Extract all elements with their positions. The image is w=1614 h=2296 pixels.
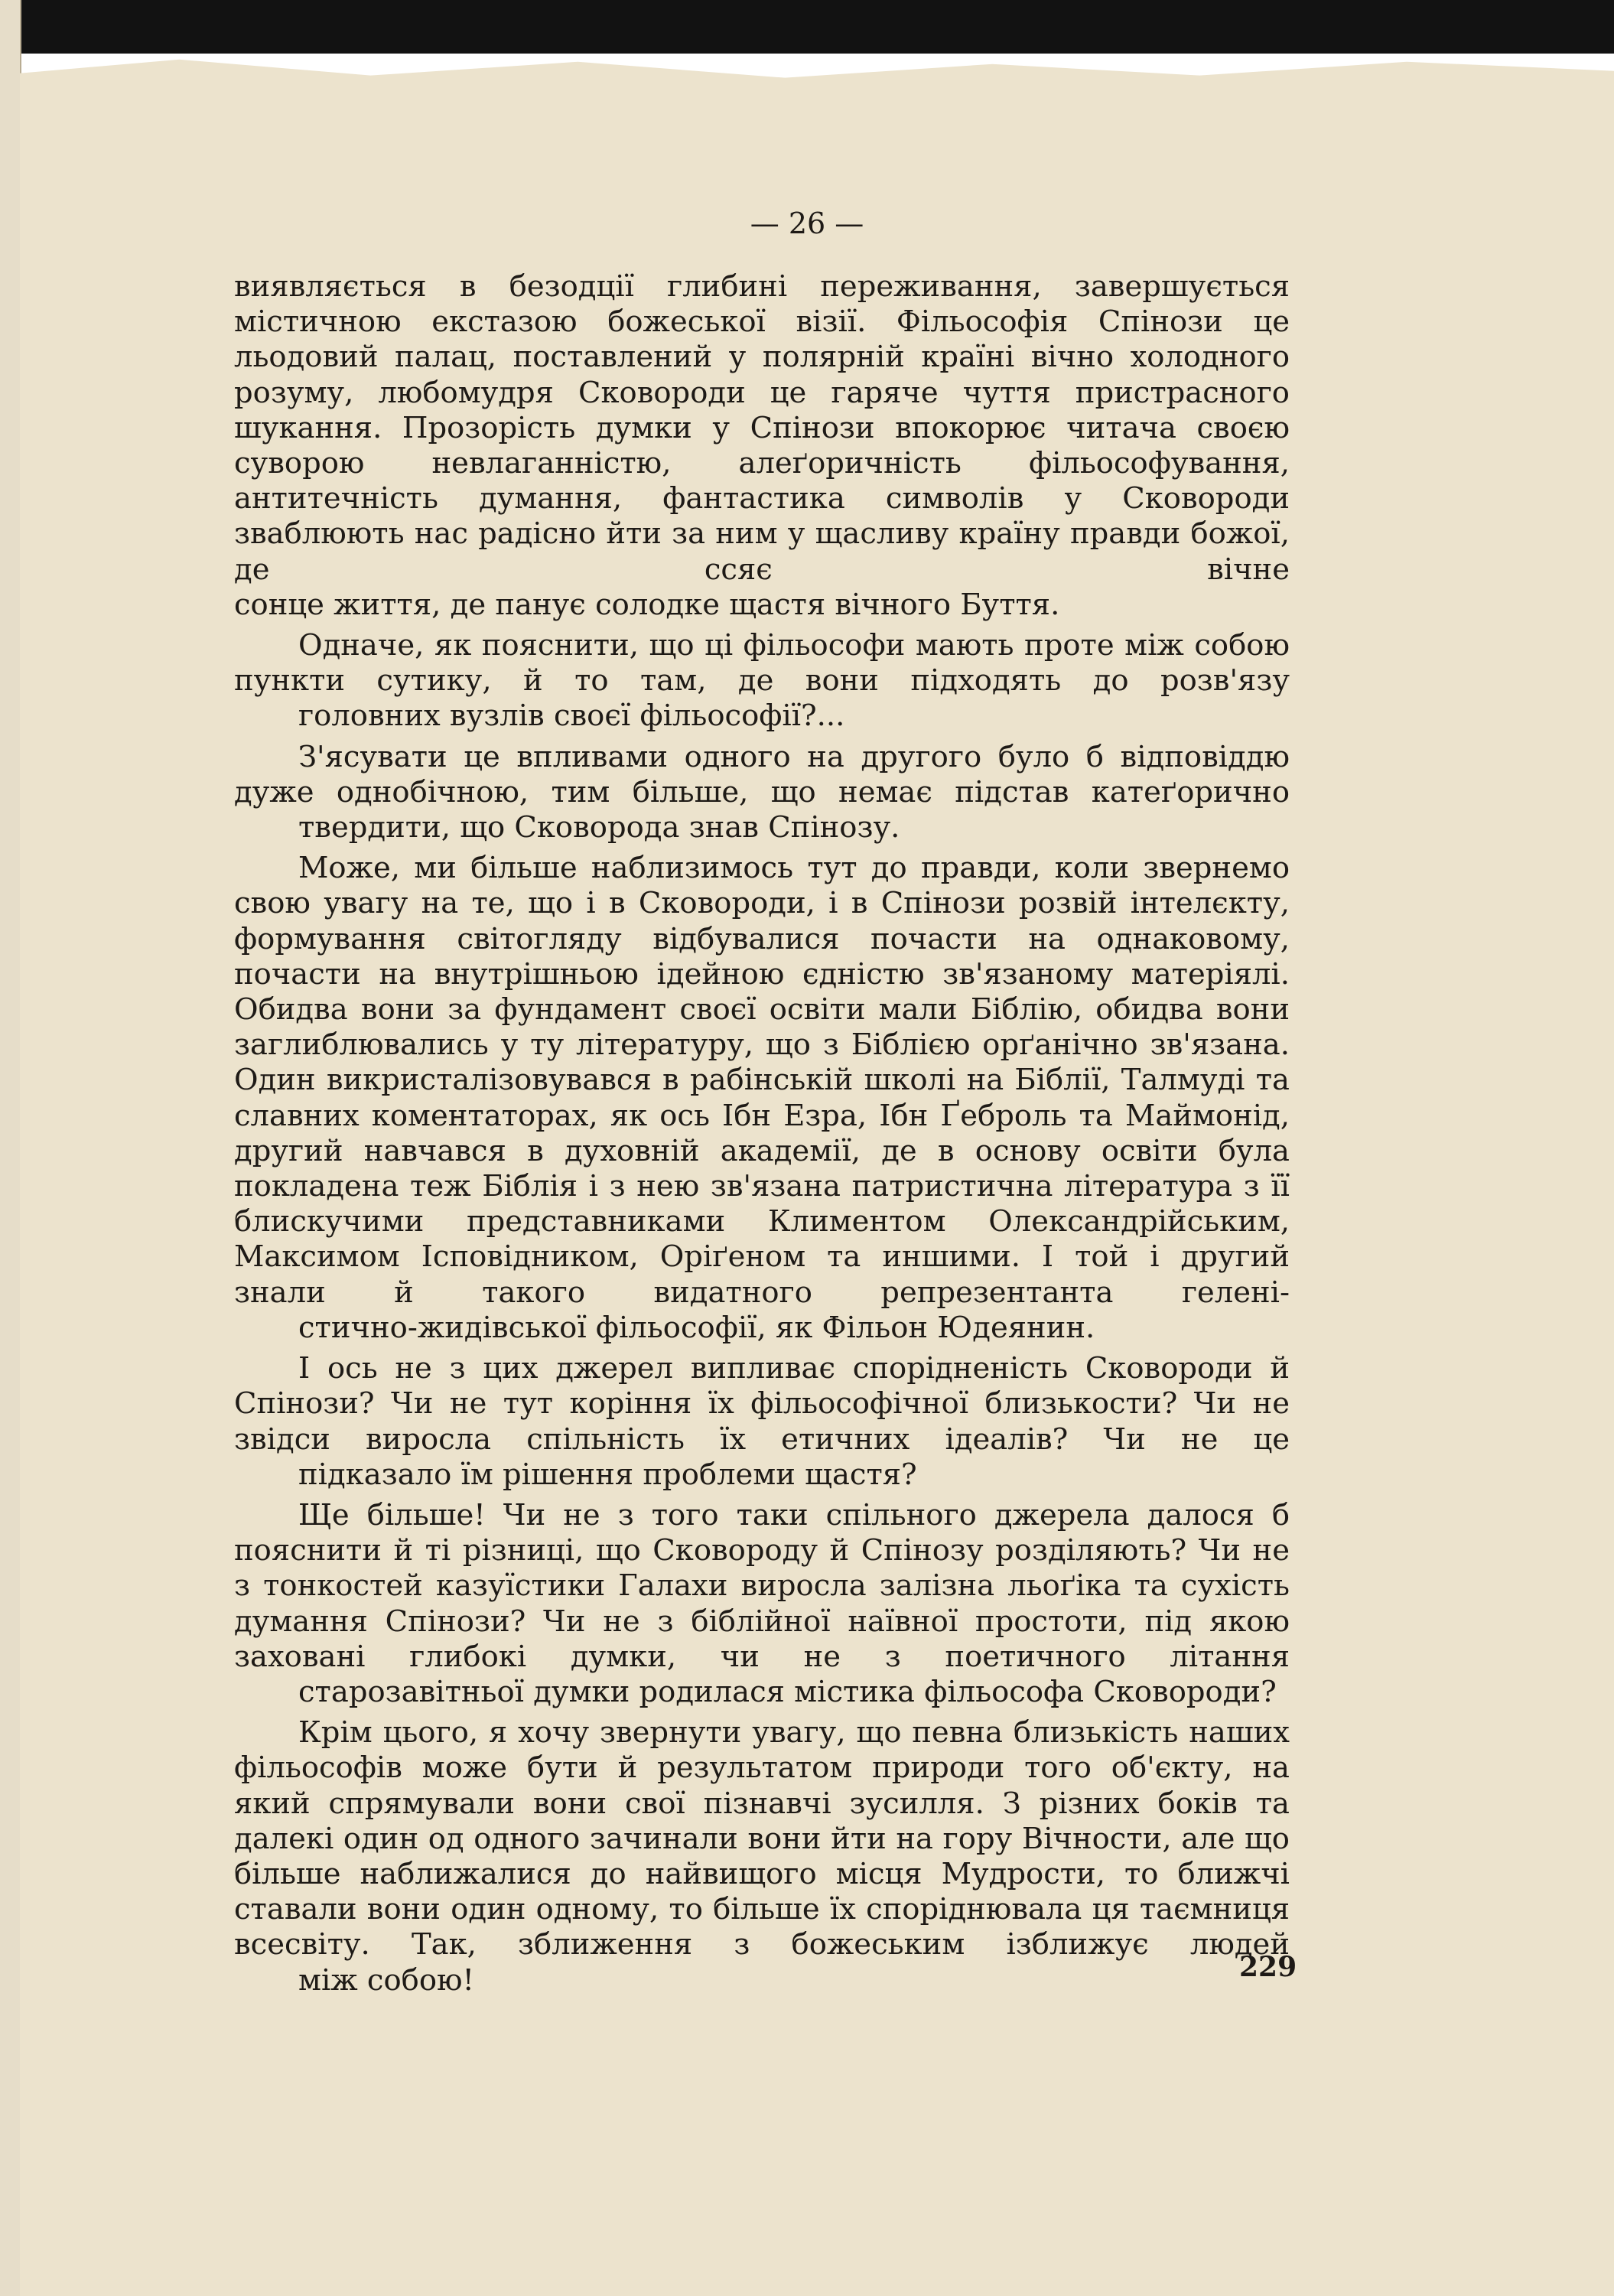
paragraph-6-last-line: старозавітньої думки родилася містика фільософа Сковороди? (298, 1674, 1277, 1709)
paragraph-5-last-line: підказало їм рішення проблеми щастя? (298, 1457, 917, 1492)
paragraph-4-body: Може, ми більше наблизимось тут до правди, коли звернемо свою увагу на те, що і в Сковороди, і в Спінози розвій інтелєкту, формування світогляду відбувалися почасти на однаковому, почасти на внутрішньою ідейною єдністю зв'язаному матеріялі. Обидва вони за фундамент своєї освіти мали Біблію, обидва вони заглиблювались у ту літературу, що з Біблією орґанічно зв'язана. Один викристалізовувався в рабінській школі на Біблії, Талмуді та славних коментаторах, як ось Ібн Езра, Ібн Ґеброль та Маймонід, другий навчався в духовній академії, де в основу освіти була покладена теж Біблія і з нею зв'язана патристична література з її блискучими представниками Климентом Олександрійським, Максимом Ісповідником, Оріґеном та иншими. І той і другий знали й такого видатного репрезентанта гелені- (234, 851, 1290, 1310)
paragraph-7-last-line: між собою! (298, 1962, 475, 1998)
page-binding-edge (0, 0, 21, 2296)
paragraph-7-body: Крім цього, я хочу звернути увагу, що певна близькість наших фільософів може бути й результатом природи того об'єкту, на який спрямували вони свої пізнавчі зусилля. З різних боків та далекі один од одного зачинали вони йти на гору Вічности, але що більше наближалися до найвищого місця Мудрости, то ближчі ставали вони один одному, то більше їх споріднювала ця таємниця всесвіту. Так, зближення з божеським ізближує людей (234, 1715, 1290, 1962)
paragraph-5 (234, 1351, 1290, 1493)
paragraph-3-last-line: твердити, що Сковорода знав Спінозу. (298, 810, 900, 845)
scanner-dark-strip (0, 0, 1614, 54)
paragraph-2 (234, 628, 1290, 734)
paragraph-5-body: І ось не з цих джерел випливає спорідненість Сковороди й Спінози? Чи не тут коріння їх фільософічної близькости? Чи не звідси виросла спільність їх етичних ідеалів? Чи не це (234, 1351, 1290, 1457)
paragraph-2-body: Одначе, як пояснити, що ці фільософи мають проте між собою пункти сутику, й то там, де вони підходять до розв'язу (234, 628, 1290, 699)
paragraph-3 (234, 740, 1290, 846)
paragraph-1-last-line: сонце життя, де панує солодке щастя вічного Буття. (234, 587, 1060, 622)
paragraph-7 (234, 1715, 1297, 1998)
folio-number: 229 (1239, 1951, 1297, 1983)
paragraph-1 (234, 269, 1290, 623)
body-text (234, 269, 1297, 2004)
paragraph-2-last-line: головних вузлів своєї фільософії?... (298, 699, 845, 734)
paragraph-4-last-line: стично-жидівської фільософії, як Фільон Юдеянин. (298, 1310, 1095, 1345)
paragraph-4 (234, 851, 1290, 1346)
page-header-number: — 26 — (750, 207, 864, 240)
paragraph-6-body: Ще більше! Чи не з того таки спільного джерела далося б пояснити й ті різниці, що Сковороду й Спінозу розділяють? Чи не з тонкостей казуїстики Галахи виросла залізна льоґіка та сухість думання Спінози? Чи не з біблійної наївної простоти, під якою заховані глибокі думки, чи не з поетичного літання (234, 1497, 1290, 1674)
paragraph-1-body: виявляється в безодції глибині переживання, завершується містичною екстазою божеської візії. Фільософія Спінози це льодовий палац, поставлений у полярній країні вічно холодного розуму, любомудря Сковороди це гаряче чуття пристрасного шукання. Прозорість думки у Спінози впокорює читача своєю суворою невлаганністю, алеґоричність фільософування, антитечність думання, фантастика символів у Сковороди зваблюють нас радісно йти за ним у щасливу країну правди божої, де ссяє вічне (234, 269, 1290, 587)
paragraph-3-body: З'ясувати це впливами одного на другого було б відповіддю дуже однобічною, тим більше, що немає підстав катеґорично (234, 739, 1290, 809)
paragraph-6 (234, 1498, 1290, 1710)
